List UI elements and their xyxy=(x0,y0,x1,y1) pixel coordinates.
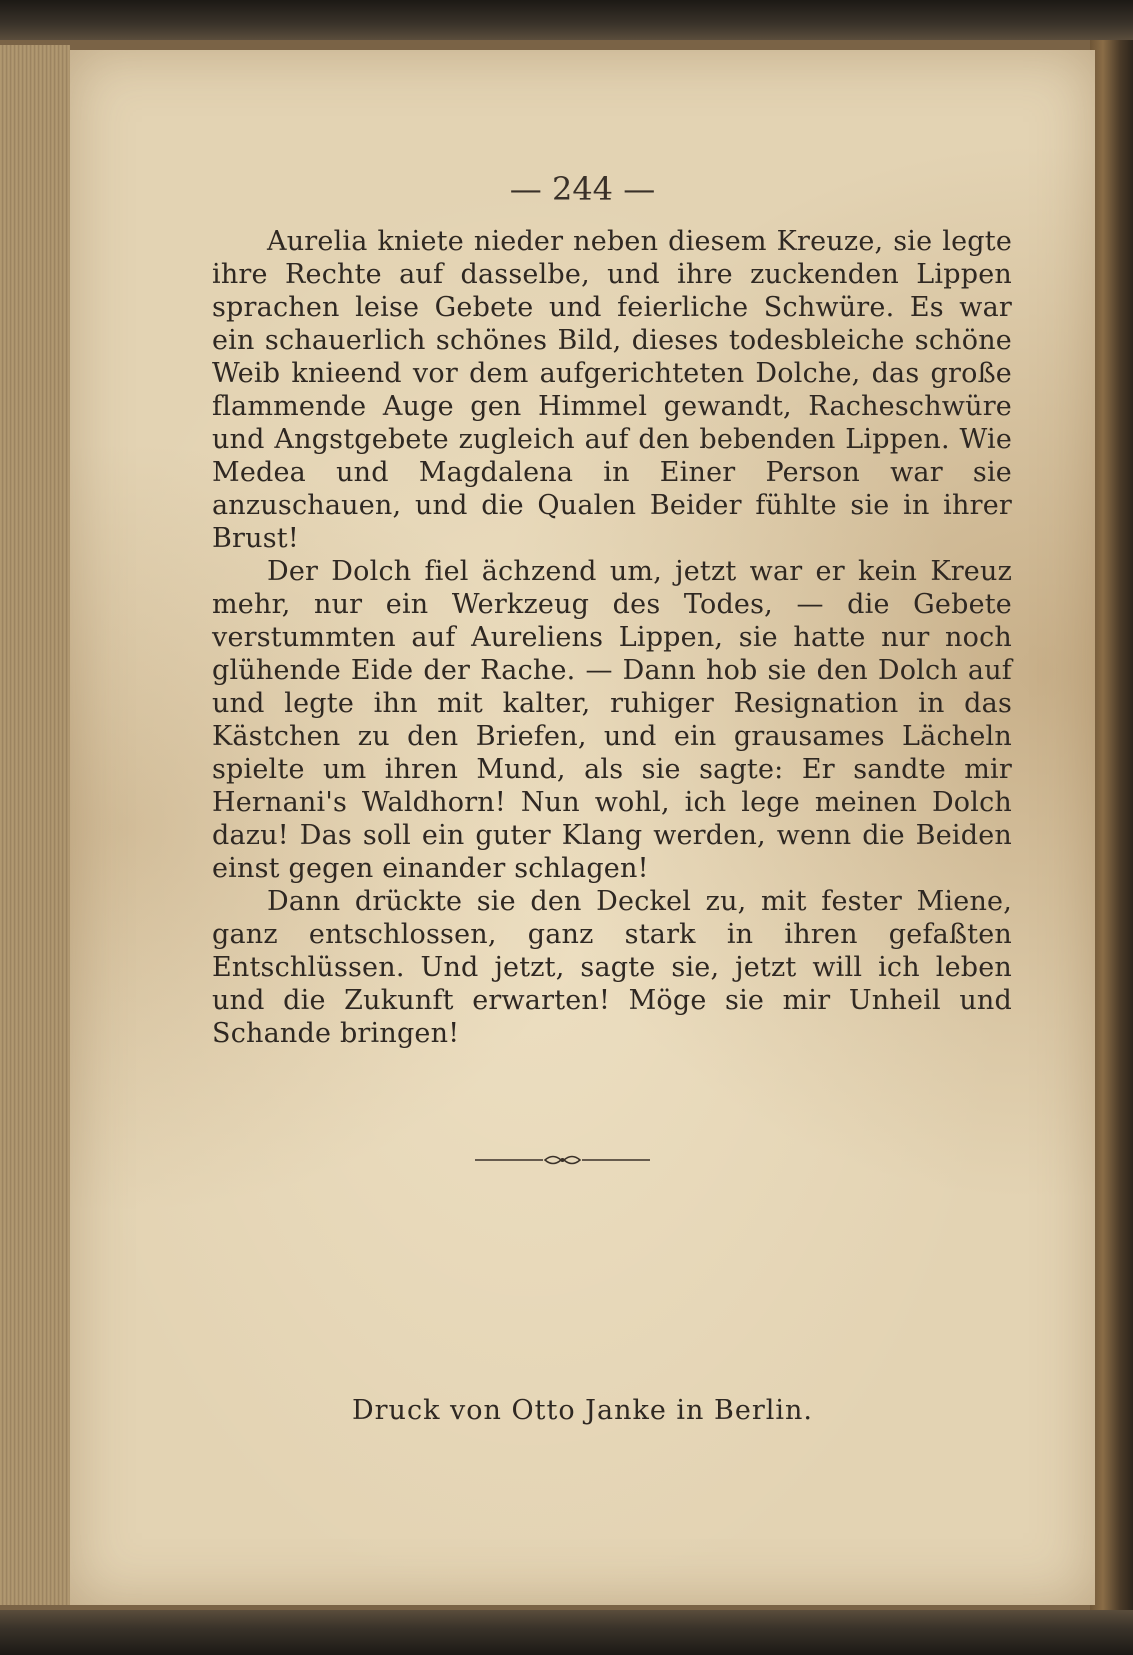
ornament-divider-icon xyxy=(475,1150,650,1170)
printer-imprint: Druck von Otto Janke in Berlin. xyxy=(352,1395,813,1426)
paragraph-3: Dann drückte sie den Deckel zu, mit fester Miene, ganz entschlossen, ganz stark in ihren gefaßten Entschlüssen. Und jetzt, sagte sie, jetzt will ich leben und die Zukunft erwarten! Möge sie mir Unheil und Schande bringen! xyxy=(212,886,1012,1049)
bottom-edge xyxy=(0,1610,1133,1655)
body-text xyxy=(212,225,1012,1050)
paragraph-1: Aurelia kniete nieder neben diesem Kreuze, sie legte ihre Rechte auf dasselbe, und ihre zuckenden Lippen sprachen leise Gebete und feierliche Schwüre. Es war ein schauerlich schönes Bild, dieses todesbleiche schöne Weib knieend vor dem aufgerichteten Dolche, das große flammende Auge gen Himmel gewandt, Racheschwüre und Angstgebete zugleich auf den bebenden Lippen. Wie Medea und Magdalena in Einer Person war sie anzuschauen, und die Qualen Beider fühlte sie in ihrer Brust! xyxy=(212,226,1012,554)
page-stack-edges xyxy=(0,45,70,1605)
book-spine xyxy=(1090,40,1133,1610)
top-edge xyxy=(0,0,1133,40)
page-number: — 244 — xyxy=(509,170,656,208)
book-page xyxy=(70,50,1095,1605)
paragraph-2: Der Dolch fiel ächzend um, jetzt war er kein Kreuz mehr, nur ein Werkzeug des Todes, — die Gebete verstummten auf Aureliens Lippen, sie hatte nur noch glühende Eide der Rache. — Dann hob sie den Dolch auf und legte ihn mit kalter, ruhiger Resignation in das Kästchen zu den Briefen, und ein grausames Lächeln spielte um ihren Mund, als sie sagte: Er sandte mir Hernani's Waldhorn! Nun wohl, ich lege meinen Dolch dazu! Das soll ein guter Klang werden, wenn die Beiden einst gegen einander schlagen! xyxy=(212,556,1012,884)
